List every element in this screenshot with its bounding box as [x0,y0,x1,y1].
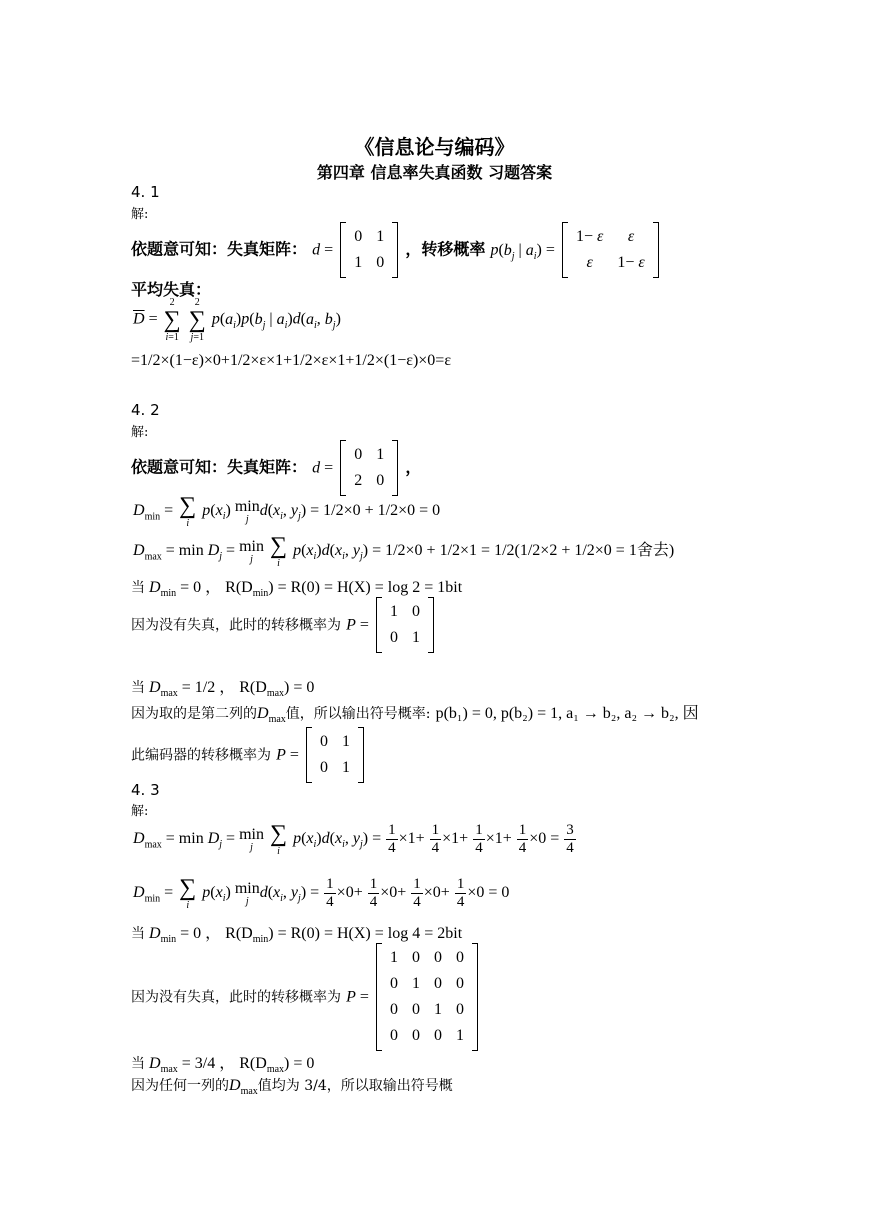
identity-matrix: 1 0 0 1 [376,597,434,653]
line-text: 因为没有失真，此时的转移概率为 [131,617,341,634]
dmin-values: = 1/2×0 + 1/2×0 = 0 [310,502,441,520]
no-distortion-line: 因为没有失真，此时的转移概率为 P = 1 0 0 1 [131,597,436,653]
no-distortion-line-4-3: 因为没有失真，此时的转移概率为 P = 1 0 0 0 0 1 0 0 0 0 1 0 0 0 0 1 [131,943,480,1051]
rate-dmax-line-4-3: 当 $D_{max} = 3/4$ ， $R(D_{max}) = 0$ [131,1055,315,1076]
dmin-formula-4-3: $D_{min}$ = ∑ i $p(x_i)$ min j $d(x_i$, $y_j$) = $\frac{1}{4}$ ×0+ $\frac{1}{4}$ ×0+ $\frac{1}{4}$ ×0+ $\frac{1}{4}$ ×0 = 0 [133,875,510,911]
line-text: 因为取的是第二列的 [131,706,257,722]
line-text: ) = 0 [284,679,315,696]
output-prob-line: 因为取的是第二列的$D_{max}$值，所以输出符号概率: p(b₁) = 0, p(b₂) = 1, a₁ → b₂, a₂ → b₂, 因 [131,705,699,726]
any-column-line: 因为任何一列的$D_{max}$值均为 3/4，所以取输出符号概 [131,1077,453,1098]
rate-dmax-line: 当 $D_{max} = 1/2$ ， $R(D_{max}) = 0$ [131,679,315,700]
distortion-matrix: 0 1 2 0 [340,440,398,496]
avg-distortion-label: 平均失真： [131,280,212,299]
document-title: 《信息论与编码》 [354,135,515,159]
encoder-matrix: 0 1 0 1 [306,727,364,783]
line-text: = 3/4 ， R(D [181,1055,267,1072]
line-text: 当 [131,680,145,696]
line-text: 值，所以输出符号概率: [285,706,431,722]
solution-label: 解: [131,207,149,222]
line-text: 此编码器的转移概率为 [131,747,271,764]
dmax-formula: $D_{max} = \min D_j$ = min j ∑ i $p(x_i)d(x_i$, $y_j) = 1/2\times 0 + 1/2\times 1 = 1/2(1/2\times 2 + 1/2\times 0 = 1$舍去) [133,533,675,569]
dmax-formula-4-3: $D_{max} = \min D_j$ = min j ∑ i $p(x_i)d(x_i$, $y_j$) = $\frac{1}{4}$ ×1+ $\frac{1}{4}$ ×1+ $\frac{1}{4}$ ×1+ $\frac{1}{4}$ ×0 = $\frac{3}{4}$ [133,821,574,857]
line-text: 依题意可知：失真矩阵： [131,457,308,477]
distortion-matrix: 0 1 1 0 [340,222,398,278]
problem-number-4-2: 4. 2 [131,401,160,419]
line-text: 因为没有失真，此时的转移概率为 [131,989,341,1006]
avg-distortion-formula: $\overline{D}$ = 2 ∑ i=1 2 ∑ j=1 $p(a_i)p(b_j$ | $a_i)d(a_i$, $b_j$) [133,297,341,343]
problem-number-4-1: 4. 1 [131,183,160,201]
identity-matrix-4x4: 1 0 0 0 0 1 0 0 0 0 1 0 0 0 0 1 [376,943,478,1051]
rate-dmin-line: 当 $D_{min} = 0$ ， $R(D_{min}) = R(0) = H(X) = \log 2 = 1bit$ [131,579,463,600]
rate-dmin-line-4-3: 当 $D_{min} = 0$ ， $R(D_{min}) = R(0) = H(X) = \log 4 = 2bit$ [131,925,463,946]
problem-4-1-line1: 依题意可知：失真矩阵： d = 0 1 1 0 ，转移概率 $p(b_j$ | $a_i$) = 1− ε ε ε 1− ε [131,222,661,278]
line-text: 当 [131,926,145,942]
line-text: p(b₁) = 0, p(b₂) = 1, a₁ → b₂, a₂ → b₂, 因 [435,705,699,722]
problem-4-2-line1: 依题意可知：失真矩阵： d = 0 1 2 0 ， [131,440,421,496]
line-text: 当 [131,1056,145,1072]
line-text: 值均为 3/4，所以取输出符号概 [257,1078,453,1094]
transition-matrix: 1− ε ε ε 1− ε [562,222,659,278]
line-text: 当 [131,580,145,596]
solution-label: 解: [131,804,149,819]
result-numerator: 3 [566,822,574,838]
problem-number-4-3: 4. 3 [131,781,160,799]
dmin-formula: $D_{min}$ = ∑ i $p(x_i)$ min j $d(x_i$, $y_j) = 1/2\times 0 + 1/2\times 0 = 0$ [133,493,441,529]
line-text: = 0 ， R(D [180,579,253,596]
avg-distortion-result: =1/2×(1−ε)×0+1/2×ε×1+1/2×ε×1+1/2×(1−ε)×0=ε [131,352,452,369]
solution-label: 解: [131,425,149,440]
chapter-subtitle: 第四章 信息率失真函数 习题答案 [316,163,553,182]
encoder-line: 此编码器的转移概率为 P = 0 1 0 1 [131,727,366,783]
line-text: ) = 0 [284,1055,315,1072]
line-text: ，转移概率 [405,239,486,259]
dmax-values: = 1/2×0 + 1/2×1 = 1/2(1/2×2 + 1/2×0 = 1舍去) [372,542,675,560]
line-text: = 1/2 ， R(D [181,679,267,696]
line-text: ， [405,457,422,477]
line-text: 因为任何一列的 [131,1078,229,1094]
line-text: = 0 ， R(D [180,925,253,942]
line-text: 依题意可知：失真矩阵： [131,239,308,259]
line-text: ) = R(0) = H(X) = log 2 = 1bit [268,579,463,596]
result-denominator: 4 [566,840,574,856]
line-text: ) = R(0) = H(X) = log 4 = 2bit [268,925,463,942]
